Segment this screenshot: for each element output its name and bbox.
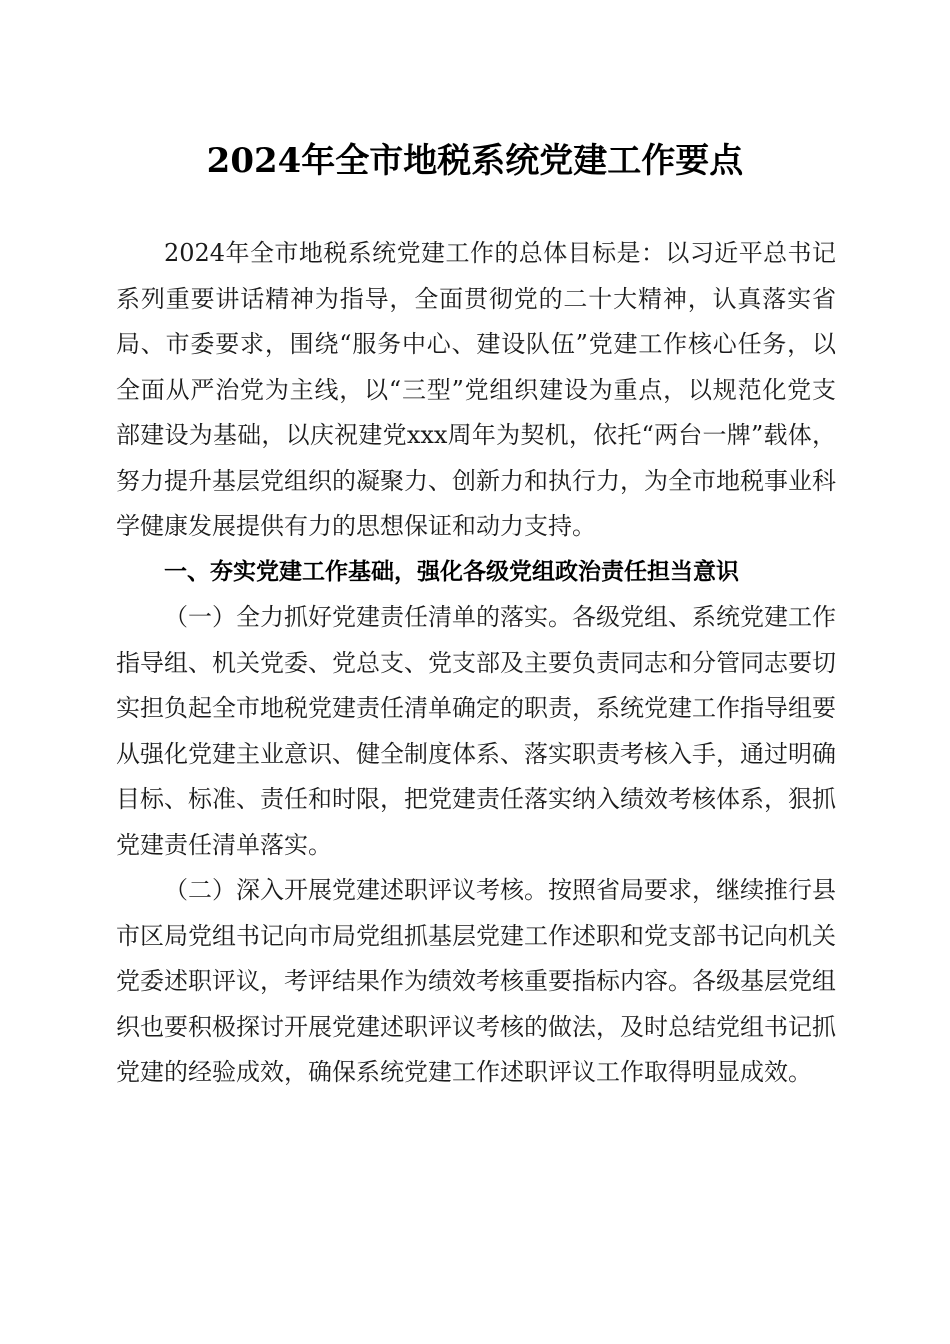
document-title: 2024年全市地税系统党建工作要点 xyxy=(206,141,744,181)
intro-paragraph: 2024年全市地税系统党建工作的总体目标是：以习近平总书记系列重要讲话精神为指导，全面贯彻党的二十大精神，认真落实省局、市委要求，围绕“服务中心、建设队伍”党建工作核心任务，以全面从严治党为主线，以“三型”党组织建设为重点，以规范化党支部建设为基础，以庆祝建党xxx周年为契机，依托“两台一牌”载体，努力提升基层党组织的凝聚力、创新力和执行力，为全市地税事业科学健康发展提供有力的思想保证和动力支持。 xyxy=(116,239,836,540)
document-body xyxy=(116,231,836,1096)
item-body-1: 各级党组、系统党建工作指导组、机关党委、党总支、党支部及主要负责同志和分管同志要切实担负起全市地税党建责任清单确定的职责，系统党建工作指导组要从强化党建主业意识、健全制度体系、落实职责考核入手，通过明确目标、标准、责任和时限，把党建责任落实纳入绩效考核体系，狠抓党建责任清单落实。 xyxy=(116,603,836,859)
item-lead-1: （一）全力抓好党建责任清单的落实。 xyxy=(164,603,572,631)
item-paragraph-1 xyxy=(116,595,836,868)
item-body-2: 按照省局要求，继续推行县市区局党组书记向市局党组抓基层党建工作述职和党支部书记向机关党委述职评议，考评结果作为绩效考核重要指标内容。各级基层党组织也要积极探讨开展党建述职评议考核的做法，及时总结党组书记抓党建的经验成效，确保系统党建工作述职评议工作取得明显成效。 xyxy=(116,876,836,1086)
section-heading: 一、夯实党建工作基础，强化各级党组政治责任担当意识 xyxy=(164,558,739,585)
item-lead-2: （二）深入开展党建述职评议考核。 xyxy=(164,876,548,904)
item-paragraph-2 xyxy=(116,868,836,1096)
